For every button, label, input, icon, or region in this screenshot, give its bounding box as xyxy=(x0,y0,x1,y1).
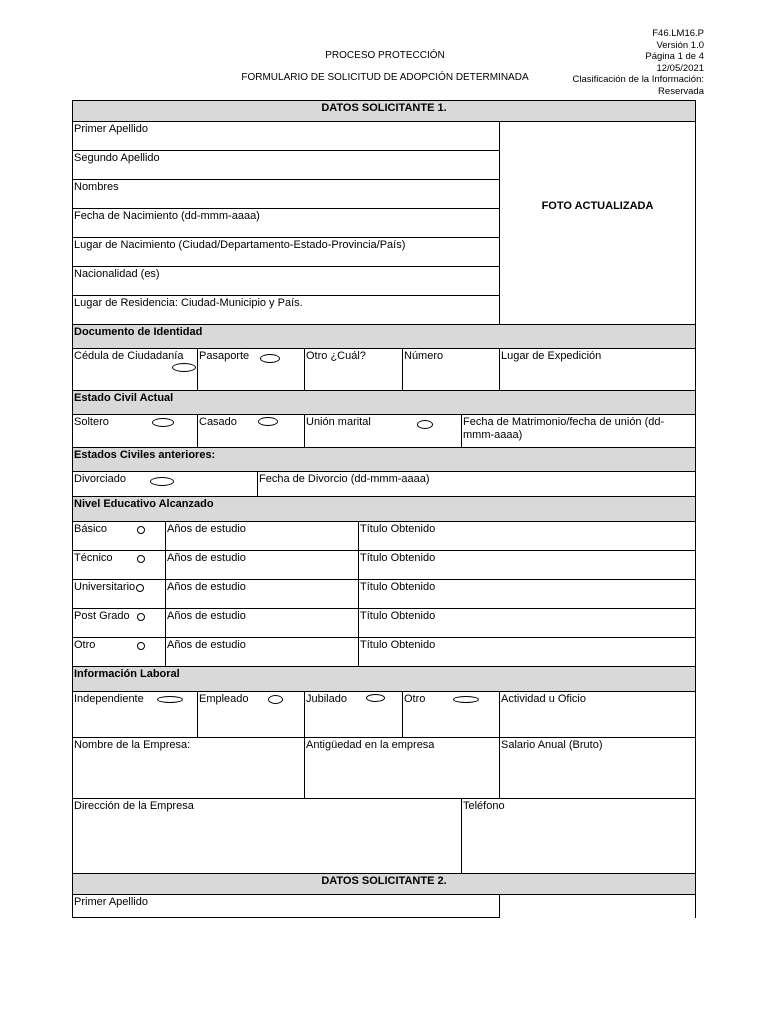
independiente-option[interactable] xyxy=(157,696,183,703)
segundo-apellido-field[interactable]: Segundo Apellido xyxy=(74,152,160,164)
salario-field[interactable]: Salario Anual (Bruto) xyxy=(501,739,603,751)
form-date: 12/05/2021 xyxy=(656,62,704,74)
otro-documento-field[interactable]: Otro ¿Cuál? xyxy=(306,350,366,362)
titulo-obtenido-field[interactable]: Título Obtenido xyxy=(360,552,436,564)
nacionalidad-field[interactable]: Nacionalidad (es) xyxy=(74,268,160,280)
nivel-universitario-option[interactable] xyxy=(136,584,144,592)
titulo-obtenido-field[interactable]: Título Obtenido xyxy=(360,610,436,622)
anios-estudio-field[interactable]: Años de estudio xyxy=(167,581,246,593)
actividad-field[interactable]: Actividad u Oficio xyxy=(501,693,586,705)
classification-value: Reservada xyxy=(658,85,704,97)
classification-label: Clasificación de la Información: xyxy=(572,74,704,85)
section1-title: DATOS SOLICITANTE 1. xyxy=(321,102,447,114)
laboral-title: Información Laboral xyxy=(74,668,180,680)
nivel-otro-option[interactable] xyxy=(137,642,145,650)
cedula-option[interactable] xyxy=(172,363,196,372)
form-title: FORMULARIO DE SOLICITUD DE ADOPCIÓN DETERMINADA xyxy=(241,72,529,83)
soltero-option[interactable] xyxy=(152,418,174,427)
estado-civil-title: Estado Civil Actual xyxy=(74,392,174,404)
independiente-label: Independiente xyxy=(74,693,144,705)
fecha-divorcio-field[interactable]: Fecha de Divorcio (dd-mmm-aaaa) xyxy=(259,473,430,485)
telefono-field[interactable]: Teléfono xyxy=(463,800,505,812)
jubilado-option[interactable] xyxy=(366,694,385,702)
fecha-matrimonio-field[interactable] xyxy=(463,416,664,442)
titulo-obtenido-field[interactable]: Título Obtenido xyxy=(360,581,436,593)
union-label: Unión marital xyxy=(306,416,371,428)
section2-primer-apellido-field[interactable]: Primer Apellido xyxy=(74,896,148,908)
primer-apellido-field[interactable]: Primer Apellido xyxy=(74,123,148,135)
fecha-nacimiento-field[interactable]: Fecha de Nacimiento (dd-mmm-aaaa) xyxy=(74,210,260,222)
pasaporte-label: Pasaporte xyxy=(199,350,250,362)
antiguedad-field[interactable]: Antigüedad en la empresa xyxy=(306,739,435,751)
union-option[interactable] xyxy=(417,420,433,429)
anteriores-title: Estados Civiles anteriores: xyxy=(74,449,216,461)
empleado-option[interactable] xyxy=(268,695,283,704)
otro-laboral-option[interactable] xyxy=(453,696,479,703)
casado-option[interactable] xyxy=(258,417,278,426)
document-meta xyxy=(504,28,704,97)
lugar-nacimiento-field[interactable]: Lugar de Nacimiento (Ciudad/Departamento-Estado-Provincia/País) xyxy=(74,239,406,251)
section2-title: DATOS SOLICITANTE 2. xyxy=(321,875,447,887)
divorciado-label: Divorciado xyxy=(74,473,126,485)
anios-estudio-field[interactable]: Años de estudio xyxy=(167,610,246,622)
educacion-title: Nivel Educativo Alcanzado xyxy=(74,498,214,510)
numero-field[interactable]: Número xyxy=(404,350,444,362)
process-title: PROCESO PROTECCIÓN xyxy=(325,50,445,61)
divorciado-option[interactable] xyxy=(150,477,174,486)
lugar-expedicion-field[interactable]: Lugar de Expedición xyxy=(501,350,602,362)
form-code: F46.LM16.P xyxy=(652,28,704,39)
nombres-field[interactable]: Nombres xyxy=(74,181,119,193)
anios-estudio-field[interactable]: Años de estudio xyxy=(167,639,246,651)
titulo-obtenido-field[interactable]: Título Obtenido xyxy=(360,639,436,651)
nivel-posgrado-label: Post Grado xyxy=(74,610,130,622)
titulo-obtenido-field[interactable]: Título Obtenido xyxy=(360,523,436,535)
fecha-matrimonio-line1: Fecha de Matrimonio/fecha de unión (dd- xyxy=(463,416,665,428)
otro-laboral-label: Otro xyxy=(404,693,426,705)
documento-title: Documento de Identidad xyxy=(74,326,203,338)
casado-label: Casado xyxy=(199,416,237,428)
form-version: Versión 1.0 xyxy=(656,39,704,51)
soltero-label: Soltero xyxy=(74,416,109,428)
cedula-label: Cédula de Ciudadanía xyxy=(74,350,184,362)
lugar-residencia-field[interactable]: Lugar de Residencia: Ciudad-Municipio y País. xyxy=(74,297,303,309)
fecha-matrimonio-line2: mmm-aaaa) xyxy=(463,429,523,441)
jubilado-label: Jubilado xyxy=(306,693,347,705)
nivel-tecnico-label: Técnico xyxy=(74,552,113,564)
pasaporte-option[interactable] xyxy=(260,354,280,363)
nivel-basico-label: Básico xyxy=(74,523,108,535)
nivel-universitario-label: Universitario xyxy=(74,581,136,593)
anios-estudio-field[interactable]: Años de estudio xyxy=(167,523,246,535)
nivel-basico-option[interactable] xyxy=(137,526,145,534)
nivel-tecnico-option[interactable] xyxy=(137,555,145,563)
nombre-empresa-field[interactable]: Nombre de la Empresa: xyxy=(74,739,191,751)
nivel-otro-label: Otro xyxy=(74,639,96,651)
empleado-label: Empleado xyxy=(199,693,249,705)
anios-estudio-field[interactable]: Años de estudio xyxy=(167,552,246,564)
direccion-empresa-field[interactable]: Dirección de la Empresa xyxy=(74,800,194,812)
photo-placeholder: FOTO ACTUALIZADA xyxy=(541,200,654,212)
nivel-posgrado-option[interactable] xyxy=(137,613,145,621)
page-number: Página 1 de 4 xyxy=(645,51,704,62)
